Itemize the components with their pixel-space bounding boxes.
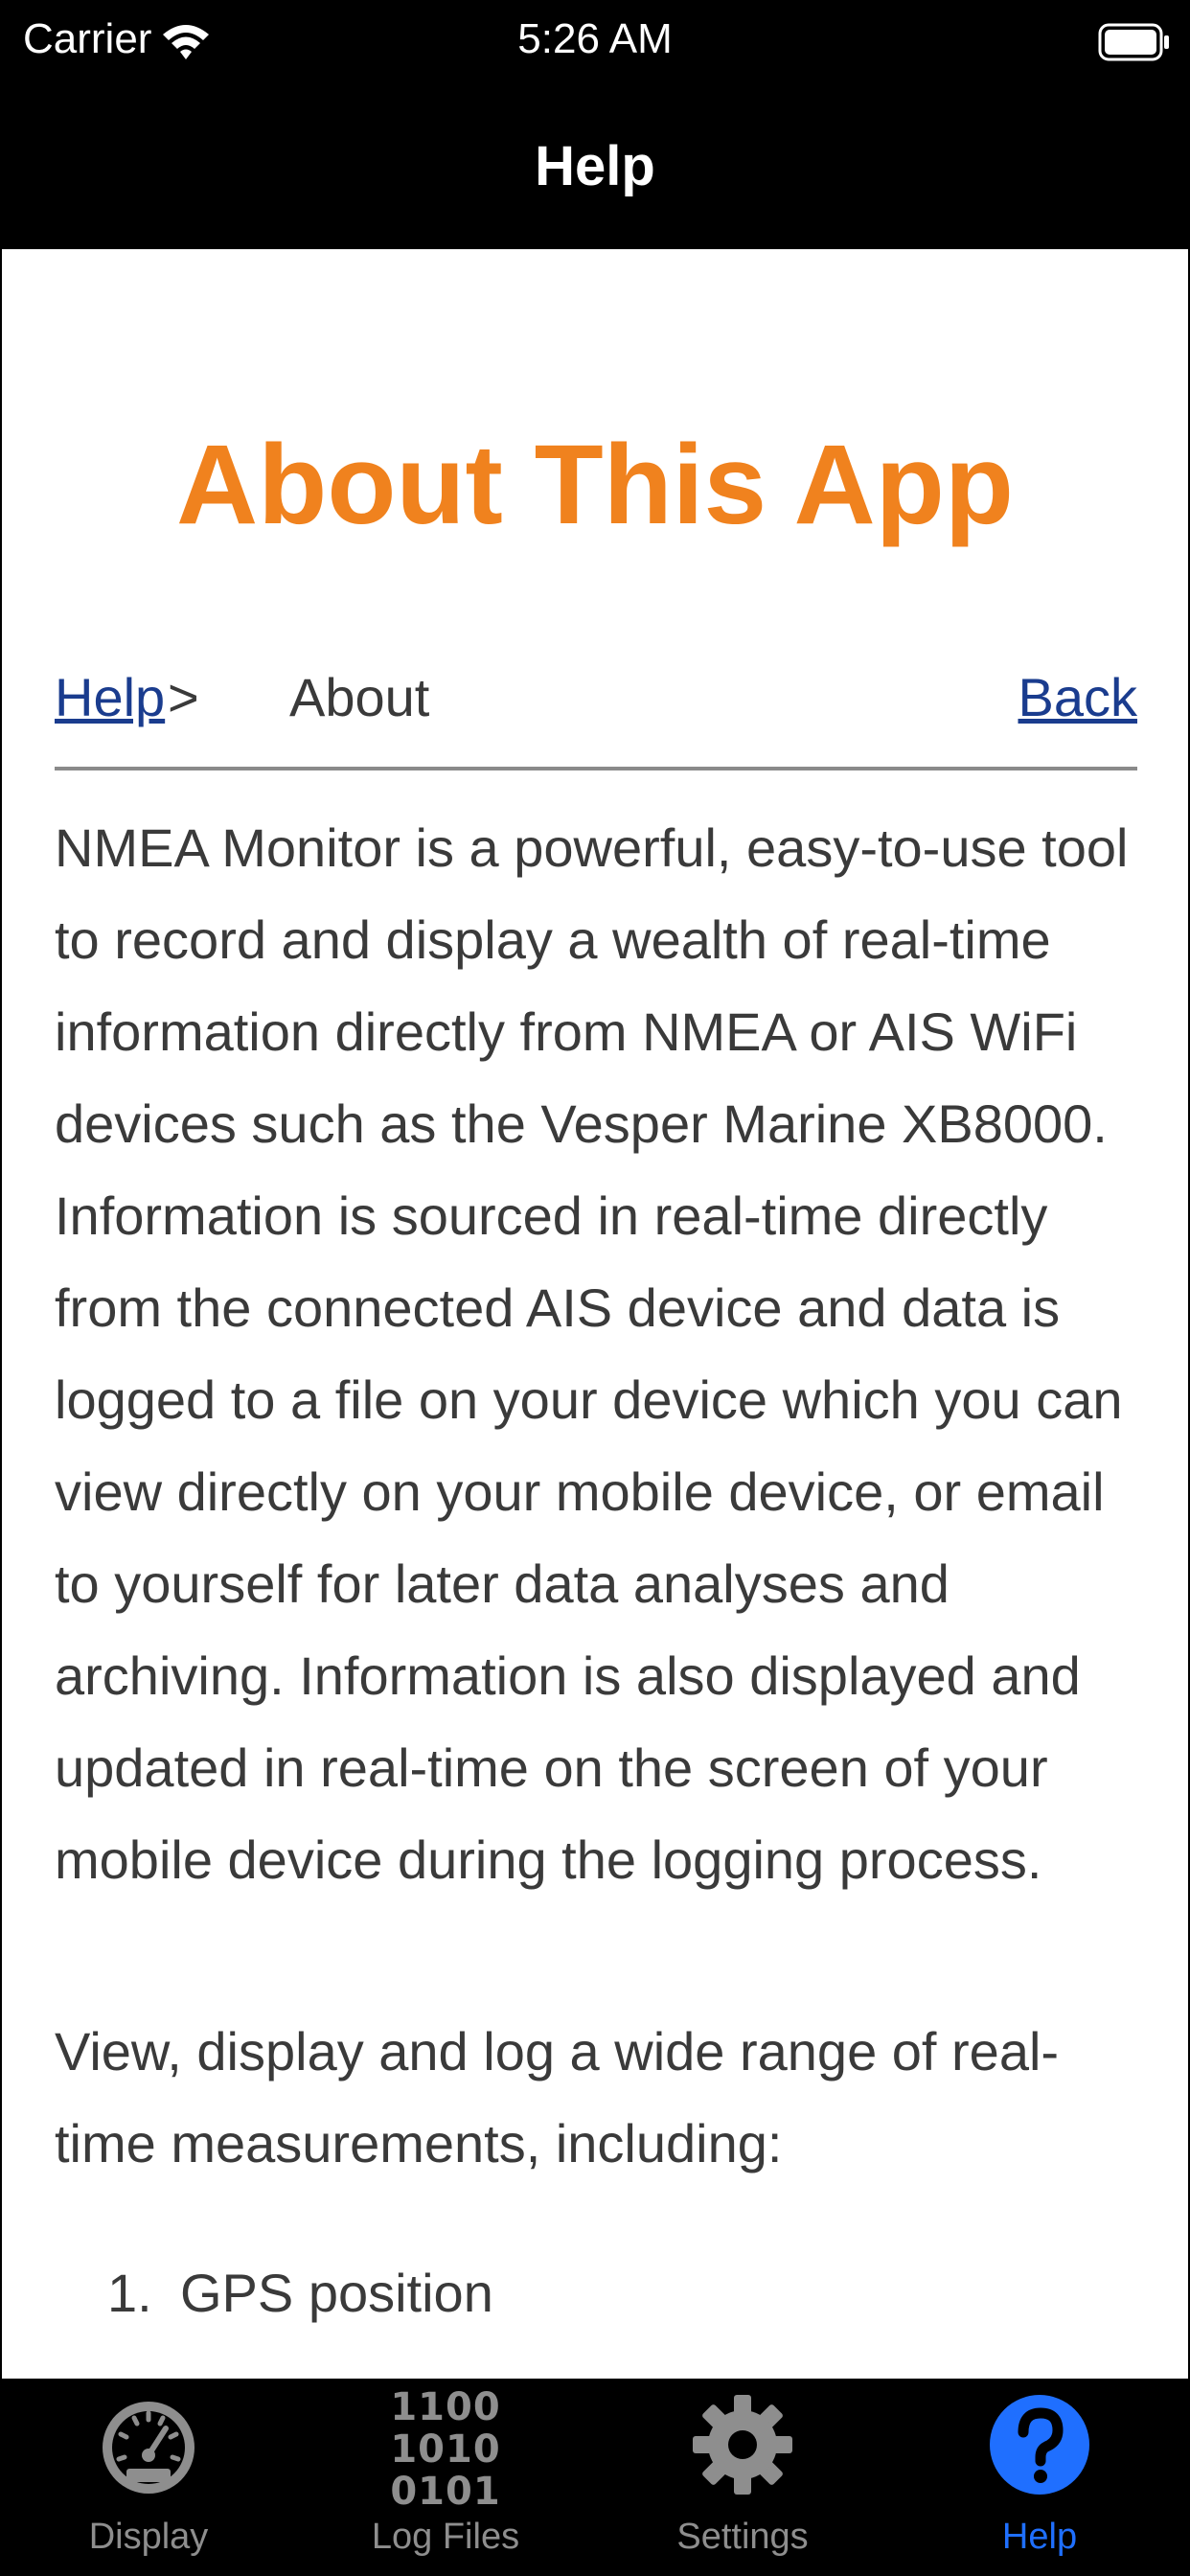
tab-display[interactable] (0, 2379, 297, 2576)
binary-icon-row: 0101 (390, 2470, 501, 2514)
status-time: 5:26 AM (517, 15, 673, 62)
tab-help[interactable] (891, 2379, 1188, 2576)
measurements-list (107, 2247, 1142, 2339)
binary-icon-row: 1010 (390, 2427, 501, 2472)
tab-label: Log Files (371, 2517, 520, 2557)
carrier-label: Carrier (23, 15, 152, 62)
list-item (107, 2247, 1142, 2339)
gauge-icon (96, 2392, 201, 2497)
battery-icon (1098, 23, 1171, 61)
question-icon (987, 2392, 1092, 2497)
tab-label: Help (1001, 2517, 1078, 2557)
status-bar (0, 0, 1190, 86)
binary-icon-row: 1100 (390, 2385, 501, 2429)
tab-label: Display (88, 2517, 209, 2557)
nav-title: Help (535, 135, 655, 197)
breadcrumb-current: About (289, 667, 430, 727)
tab-bar (0, 2379, 1190, 2576)
divider (55, 767, 1137, 770)
navigation-bar (0, 86, 1190, 249)
help-content[interactable] (2, 249, 1188, 2379)
list-item-text: GPS position (180, 2263, 493, 2323)
breadcrumb-separator: > (168, 667, 199, 727)
back-link[interactable]: Back (1018, 667, 1137, 727)
page-title: About This App (176, 422, 1014, 548)
measurements-intro: View, display and log a wide range of real-time measurements, including: (55, 2021, 1060, 2174)
gear-icon (690, 2392, 795, 2497)
tab-label: Settings (676, 2517, 809, 2557)
binary-icon (364, 2386, 527, 2513)
tab-settings[interactable] (594, 2379, 891, 2576)
list-item-number: 1. (107, 2263, 152, 2323)
tab-log-files[interactable] (297, 2379, 594, 2576)
about-paragraph: NMEA Monitor is a powerful, easy-to-use tool to record and display a wealth of real-time information directly from NMEA or AIS WiFi devices such as the Vesper Marine XB8000. Information is sourced in real-time directly from the connected AIS device and data is logged to a file on your device which you can view directly on your mobile device, or email to yourself for later data analyses and archiving. Information is also displayed and updated in real-time on the screen of your mobile device during the logging process. (55, 817, 1129, 1890)
breadcrumb-help-link[interactable]: Help (55, 667, 166, 727)
breadcrumb (55, 666, 1137, 743)
